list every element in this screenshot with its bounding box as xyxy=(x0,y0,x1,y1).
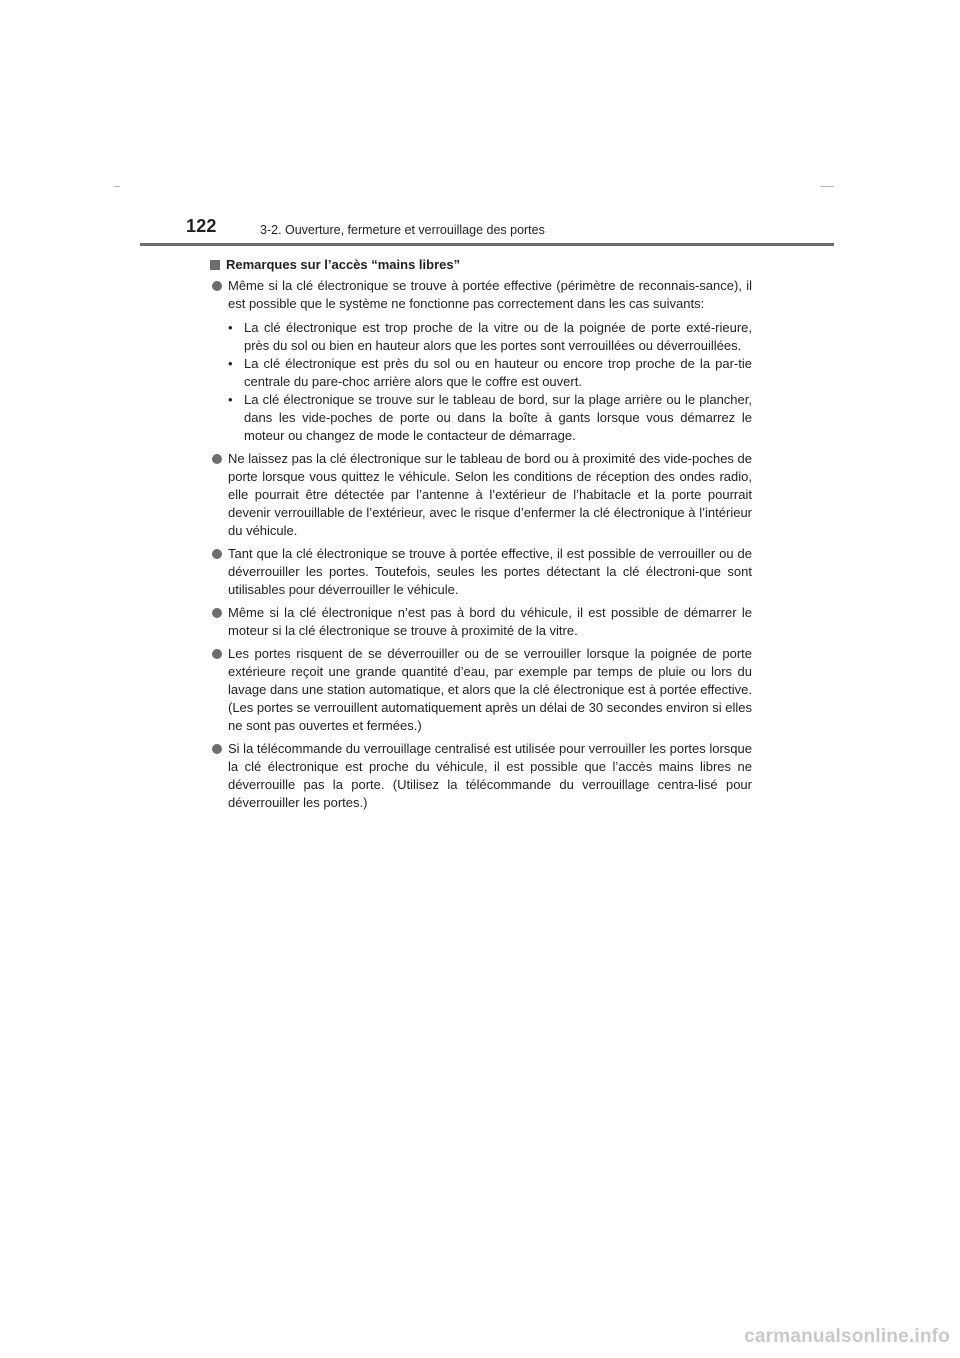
list-item-body xyxy=(228,645,752,735)
list-item-text: Tant que la clé électronique se trouve à portée effective, il est possible de verrouiller ou de déverrouiller les portes. Toutefois, seules les portes détectant la clé électroni-que sont utilisables pour déverrouiller le véhicule. xyxy=(228,546,752,597)
list-item xyxy=(210,545,752,599)
list-item-body xyxy=(228,545,752,599)
circle-bullet-icon xyxy=(212,744,222,754)
circle-bullet-icon xyxy=(212,549,222,559)
sub-list-item-text: La clé électronique est près du sol ou en hauteur ou encore trop proche de la par-tie centrale du pare-choc arrière alors que le coffre est ouvert. xyxy=(244,356,752,389)
section-title: 3-2. Ouverture, fermeture et verrouillage des portes xyxy=(260,223,545,237)
list-item-text: Même si la clé électronique se trouve à portée effective (périmètre de reconnais-sance), il est possible que le système ne fonctionne pas correctement dans les cas suivants: xyxy=(228,278,752,311)
sub-list-item-text: La clé électronique est trop proche de la vitre ou de la poignée de porte exté-rieure, près du sol ou bien en hauteur alors que les portes sont verrouillées ou déverrouillées. xyxy=(244,320,752,353)
circle-bullet-icon xyxy=(212,649,222,659)
circle-bullet-icon xyxy=(212,454,222,464)
sub-list-item xyxy=(228,391,752,445)
page-content xyxy=(210,256,752,817)
list-item-text: Même si la clé électronique n’est pas à bord du véhicule, il est possible de démarrer le moteur si la clé électronique se trouve à proximité de la vitre. xyxy=(228,605,752,638)
list-item xyxy=(210,740,752,812)
square-bullet-icon xyxy=(210,260,220,270)
sub-list-item xyxy=(228,355,752,391)
circle-bullet-icon xyxy=(212,608,222,618)
list-item xyxy=(210,277,752,445)
list-item-text: Les portes risquent de se déverrouiller ou de se verrouiller lorsque la poignée de porte extérieure reçoit une grande quantité d’eau, par exemple par temps de pluie ou lors du lavage dans une station automatique, et alors que la clé électronique est à portée effective. (Les portes se verrouillent automatiquement après un délai de 30 secondes environ si elles ne sont pas ouvertes et fermées.) xyxy=(228,646,752,733)
sub-list-item-text: La clé électronique se trouve sur le tableau de bord, sur la plage arrière ou le plancher, dans les vide-poches de porte ou dans la boîte à gants lorsque vous démarrez le moteur ou changez de mode le contacteur de démarrage. xyxy=(244,392,752,443)
list-item-text: Ne laissez pas la clé électronique sur le tableau de bord ou à proximité des vide-poches de porte lorsque vous quittez le véhicule. Selon les conditions de réception des ondes radio, elle pourrait être détectée par l’antenne à l’extérieur de l’habitacle et la porte pourrait devenir verrouillable de l’extérieur, avec le risque d’enfermer la clé électronique à l’intérieur du véhicule. xyxy=(228,451,752,538)
list-item-body xyxy=(228,604,752,640)
list-item xyxy=(210,645,752,735)
list-item xyxy=(210,604,752,640)
page-header xyxy=(0,0,960,250)
dot-bullet-icon: • xyxy=(228,356,233,371)
list-item xyxy=(210,450,752,540)
circle-bullet-icon xyxy=(212,281,222,291)
subheading-text: Remarques sur l’accès “mains libres” xyxy=(226,257,461,272)
list-item-body xyxy=(228,450,752,540)
page-number: 122 xyxy=(186,216,217,236)
subheading xyxy=(210,256,752,274)
sub-list-item xyxy=(228,319,752,355)
list-item-body xyxy=(228,740,752,812)
dot-bullet-icon: • xyxy=(228,320,233,335)
header-rule xyxy=(140,243,834,246)
list-item-text: Si la télécommande du verrouillage centralisé est utilisée pour verrouiller les portes lorsque la clé électronique est proche du véhicule, il est possible que l’accès mains libres ne déverrouille pas la porte. (Utilisez la télécommande du verrouillage centra-lisé pour déverrouiller les portes.) xyxy=(228,741,752,810)
dot-bullet-icon: • xyxy=(228,392,233,407)
sub-list xyxy=(228,319,752,445)
watermark-link[interactable]: carmanualsonline.info xyxy=(744,1326,950,1347)
list-item-body xyxy=(228,277,752,445)
